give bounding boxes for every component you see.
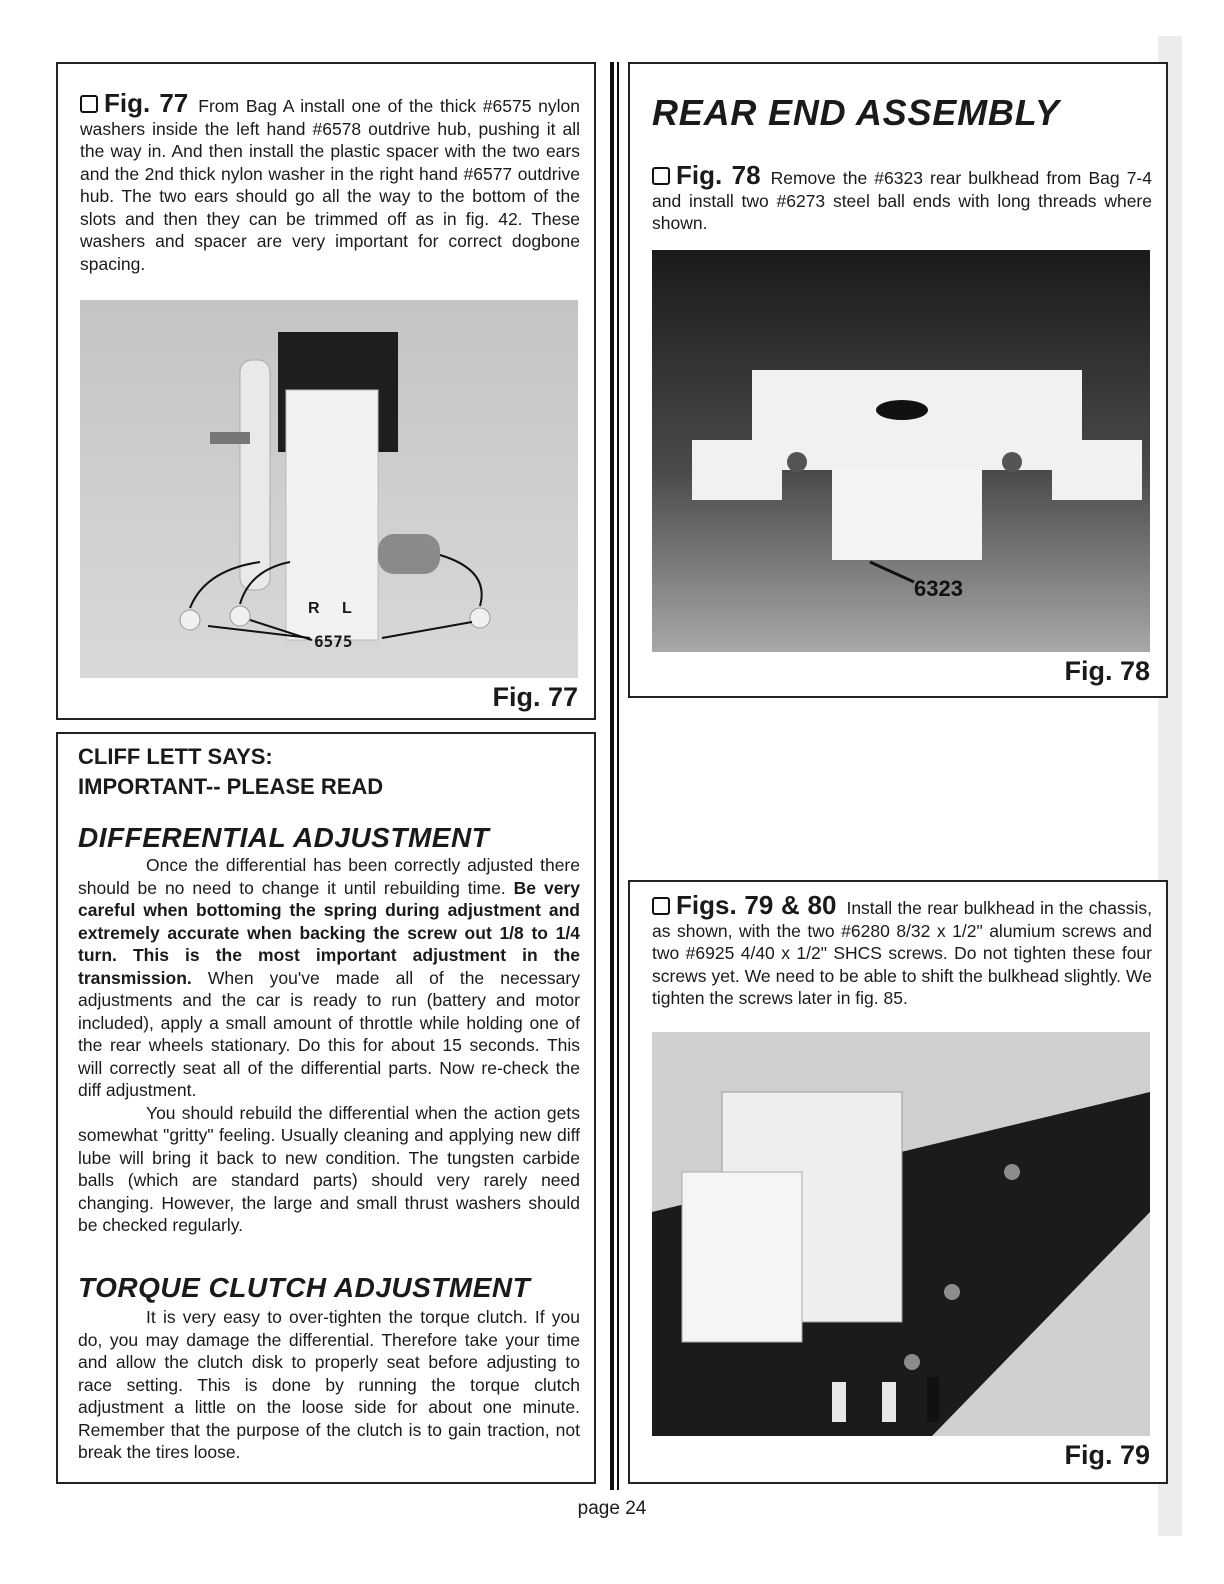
diff-paragraph — [78, 854, 580, 1237]
fig79-box — [628, 880, 1168, 1484]
chassis-illustration — [652, 1032, 1150, 1436]
photo-label-part: 6575 — [314, 632, 353, 651]
fig77-box — [56, 62, 596, 720]
cliff-line1: CLIFF LETT SAYS: — [78, 744, 273, 769]
rear-end-box — [628, 62, 1168, 698]
fig78-paragraph — [652, 160, 1152, 235]
column-divider-thin — [617, 62, 619, 1490]
cliff-line2: IMPORTANT-- PLEASE READ — [78, 774, 384, 799]
fig78-caption: Fig. 78 — [1064, 656, 1150, 686]
photo-label-part: 6323 — [914, 576, 963, 601]
diff-heading: DIFFERENTIAL ADJUSTMENT — [78, 822, 490, 853]
fig79-label: Figs. 79 & 80 — [676, 890, 837, 920]
diff-text-a: Once the differential has been correctly adjusted there should be no need to change it until rebuilding time. — [78, 855, 580, 898]
diff-text-bold: Be very careful when bottoming the spring during adjustment and extremely accurate when backing the screw out 1/8 to 1/4 turn. This is the most important adjustment in the transmission. — [78, 877, 580, 988]
fig79-text: Install the rear bulkhead in the chassis, as shown, with the two #6280 8/32 x 1/2" alumium screws and two #6925 4/40 x 1/2" SHCS screws. Do not tighten these four screws yet. We need to be able to shift the bulkhead slightly. We tighten the screws later in fig. 85. — [652, 898, 1152, 1008]
fig77-label: Fig. 77 — [104, 88, 189, 118]
fig77-caption: Fig. 77 — [492, 682, 578, 712]
checkbox-icon[interactable] — [80, 95, 98, 113]
fig79-paragraph — [652, 890, 1152, 1010]
fig78-text: Remove the #6323 rear bulkhead from Bag 7-4 and install two #6273 steel ball ends with long threads where shown. — [652, 168, 1152, 233]
fig77-text: From Bag A install one of the thick #6575 nylon washers inside the left hand #6578 outdrive hub, pushing it all the way in. And then install the plastic spacer with the two ears and the 2nd thick nylon washer in the right hand #6577 outdrive hub. The two ears should go all the way to the bottom of the slots and then they can be trimmed off as in fig. 42. These washers and spacer are very important for correct dogbone spacing. — [80, 96, 581, 274]
fig78-photo — [652, 250, 1150, 652]
diff-text-c: When you've made all of the necessary adjustments and the car is ready to run (battery and motor included), apply a small amount of throttle while holding one of the rear wheels stationary. Do this for about 15 seconds. This will correctly seat all of the differential parts. Now re-check the diff adjustment. — [78, 967, 580, 1100]
transmission-illustration — [80, 300, 578, 678]
rear-end-title: REAR END ASSEMBLY — [652, 92, 1060, 133]
fig77-paragraph — [80, 88, 581, 275]
torque-text: It is very easy to over-tighten the torque clutch. If you do, you may damage the differential. Therefore take your time and allow the clutch disk to properly seat before adjusting to race setting. This is done by running the torque clutch adjustment a little on the loose side for about one minute. Remember that the purpose of the clutch is to gain traction, not break the tires loose. — [78, 1307, 580, 1462]
page-number: page 24 — [577, 1498, 647, 1519]
torque-heading: TORQUE CLUTCH ADJUSTMENT — [78, 1272, 531, 1303]
photo-label-l: L — [342, 600, 352, 617]
checkbox-icon[interactable] — [652, 167, 670, 185]
fig77-photo — [80, 300, 578, 678]
diff-text-p2: You should rebuild the differential when the action gets somewhat "gritty" feeling. Usually cleaning and applying new diff lube will bring it back to new condition. The tungsten carbide balls (which are standard parts) should very rarely need changing. However, the large and small thrust washers should be checked regularly. — [78, 1102, 580, 1235]
checkbox-icon[interactable] — [652, 897, 670, 915]
fig78-label: Fig. 78 — [676, 160, 761, 190]
photo-label-r: R — [308, 600, 320, 617]
torque-paragraph — [78, 1306, 580, 1464]
column-divider — [610, 62, 614, 1490]
fig79-caption: Fig. 79 — [1064, 1440, 1150, 1470]
fig79-photo — [652, 1032, 1150, 1436]
bulkhead-illustration — [652, 250, 1150, 652]
cliff-lett-box — [56, 732, 596, 1484]
